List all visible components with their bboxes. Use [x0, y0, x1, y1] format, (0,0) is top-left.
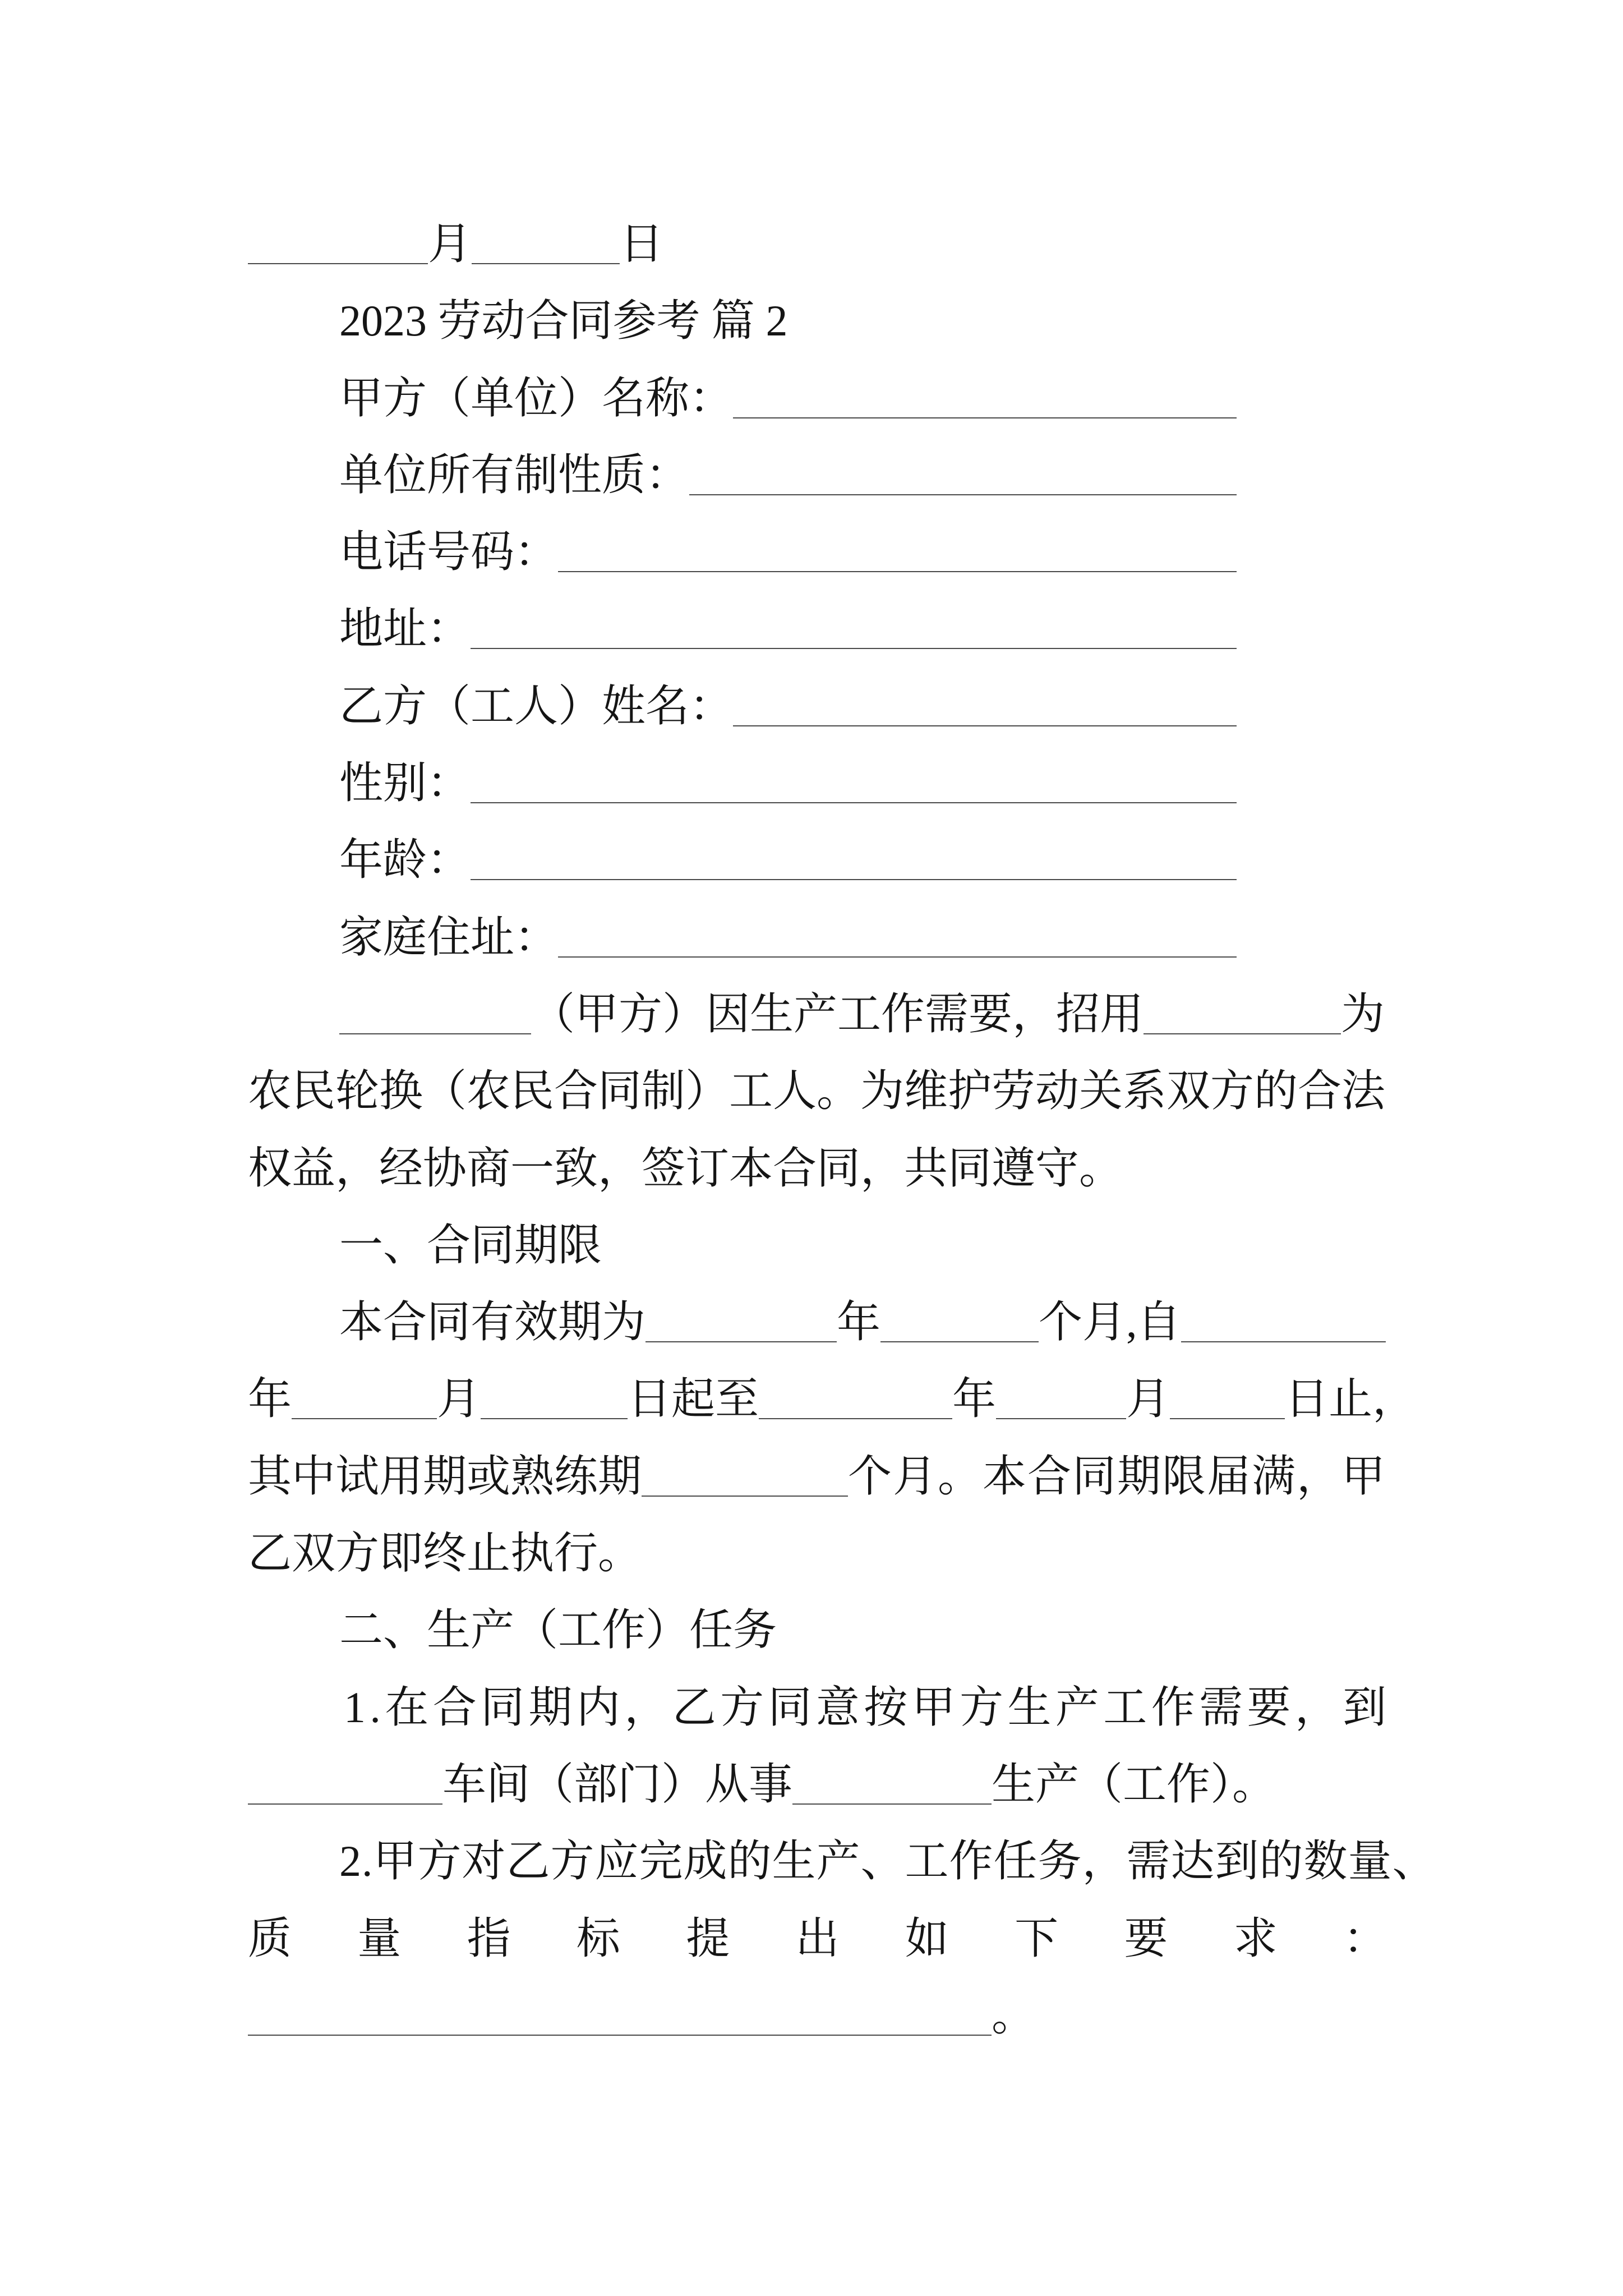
task-item-line — [0, 1823, 1623, 1899]
paragraph-text: 权益，经协商一致，签订本合同，共同遵守。 — [248, 1143, 1123, 1193]
blank-line — [248, 224, 428, 264]
blank-line — [1181, 1302, 1386, 1342]
heading-text: 一、合同期限 — [339, 1220, 602, 1269]
blank-line — [642, 1456, 848, 1497]
intro-paragraph-line — [0, 976, 1623, 1052]
field-home-address — [0, 899, 1623, 976]
blank-line — [481, 1379, 628, 1419]
blank-line — [558, 532, 1237, 572]
field-label: 甲方（单位）名称： — [339, 373, 734, 422]
task-item-line — [0, 1669, 1623, 1746]
paragraph-text: 本合同有效期为 — [339, 1297, 646, 1347]
field-party-a-name — [0, 360, 1623, 436]
term-paragraph-line — [0, 1360, 1623, 1437]
paragraph-text: 年 — [248, 1374, 292, 1424]
blank-line — [248, 1995, 992, 2036]
field-party-b-name — [0, 668, 1623, 744]
paragraph-text: 月 — [1126, 1374, 1170, 1424]
intro-paragraph-line — [0, 1052, 1623, 1129]
paragraph-text: 2.甲方对乙方应完成的生产、工作任务，需达到的数量、 — [339, 1837, 1437, 1886]
paragraph-text: 个月,自 — [1039, 1297, 1181, 1347]
blank-line — [733, 686, 1237, 726]
blank-line — [248, 1764, 442, 1805]
intro-paragraph-line — [0, 1130, 1623, 1207]
field-label: 单位所有制性质： — [339, 450, 690, 499]
blank-line — [471, 763, 1237, 803]
field-label: 年龄： — [339, 835, 471, 885]
paragraph-text: 月 — [437, 1374, 481, 1424]
paragraph-text: 年 — [837, 1297, 881, 1347]
term-paragraph-line — [0, 1515, 1623, 1591]
blank-line — [759, 1379, 952, 1419]
field-label: 电话号码： — [339, 527, 559, 577]
blank-line — [645, 1302, 837, 1342]
blank-line — [996, 1379, 1126, 1419]
field-phone — [0, 513, 1623, 590]
date-line — [0, 205, 1623, 282]
day-label: 日 — [620, 219, 664, 268]
task-item-line — [0, 1746, 1623, 1823]
blank-line — [689, 455, 1237, 495]
heading-text: 二、生产（工作）任务 — [339, 1605, 777, 1655]
task-item-line — [0, 1977, 1623, 2054]
blank-line — [471, 840, 1237, 880]
paragraph-text: 日起至 — [628, 1374, 759, 1424]
paragraph-text: 生产（工作）。 — [992, 1759, 1276, 1809]
paragraph-text: 农民轮换（农民合同制）工人。为维护劳动关系双方的合法 — [248, 1066, 1386, 1116]
document-page — [0, 205, 1623, 2054]
paragraph-text: 乙双方即终止执行。 — [248, 1529, 642, 1578]
field-label: 性别： — [339, 758, 471, 808]
term-paragraph-line — [0, 1283, 1623, 1360]
section-title — [0, 282, 1623, 359]
month-label: 月 — [428, 219, 472, 268]
field-label: 地址： — [339, 604, 471, 654]
task-item-line — [0, 1900, 1623, 1977]
blank-line — [558, 917, 1237, 958]
paragraph-text: 日止， — [1285, 1374, 1417, 1424]
section-heading — [0, 1591, 1623, 1668]
field-ownership-type — [0, 436, 1623, 513]
field-label: 乙方（工人）姓名： — [339, 681, 734, 730]
section-title-text: 2023 劳动合同参考 篇 2 — [339, 296, 788, 346]
paragraph-text: 为 — [1341, 989, 1385, 1038]
blank-line — [880, 1302, 1039, 1342]
paragraph-text: 质量指标提出如下要求： — [248, 1913, 1453, 1963]
paragraph-text: （甲方）因生产工作需要，招用 — [531, 989, 1144, 1038]
field-label: 家庭住址： — [339, 912, 559, 961]
blank-line — [1170, 1379, 1285, 1419]
paragraph-text: 其中试用期或熟练期 — [248, 1451, 642, 1501]
blank-line — [792, 1764, 992, 1805]
paragraph-text: 车间（部门）从事 — [442, 1759, 793, 1809]
section-heading — [0, 1207, 1623, 1283]
field-gender — [0, 744, 1623, 821]
paragraph-text: 。 — [992, 1990, 1036, 2040]
blank-line — [292, 1379, 437, 1419]
field-age — [0, 821, 1623, 898]
paragraph-text: 1.在合同期内，乙方同意按甲方生产工作需要，到 — [344, 1682, 1391, 1732]
blank-line — [733, 378, 1237, 418]
field-address — [0, 590, 1623, 667]
term-paragraph-line — [0, 1438, 1623, 1515]
blank-line — [471, 609, 1237, 649]
blank-line — [339, 994, 531, 1034]
blank-line — [1144, 994, 1341, 1034]
paragraph-text: 年 — [952, 1374, 997, 1424]
paragraph-text: 个月。本合同期限届满，甲 — [848, 1451, 1387, 1501]
blank-line — [472, 224, 620, 264]
